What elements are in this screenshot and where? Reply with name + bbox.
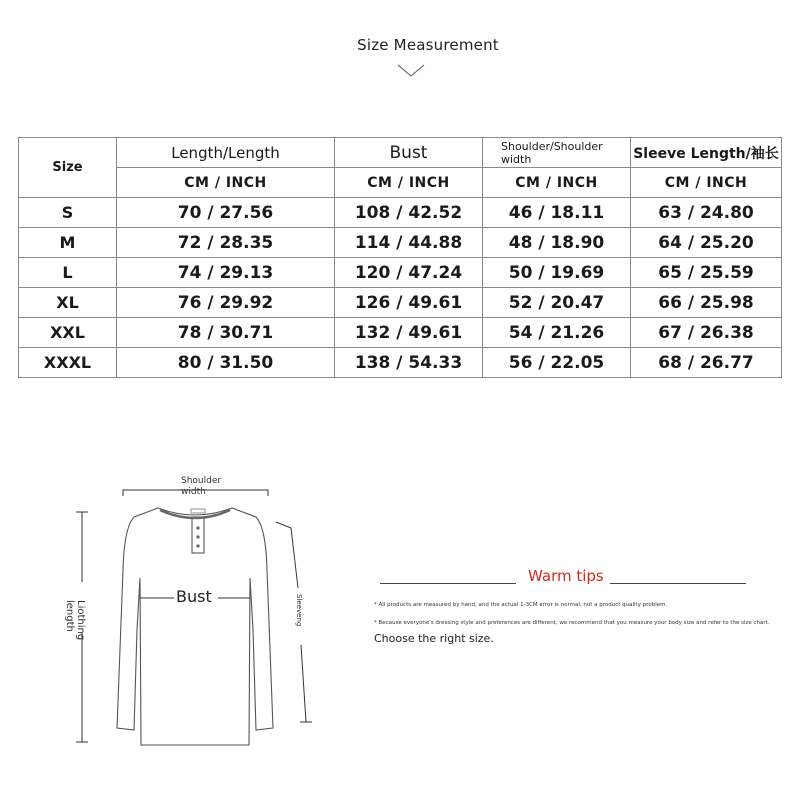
measurement-cell: 76 / 29.92	[117, 288, 335, 318]
size-table	[18, 137, 782, 378]
unit-label: CM / INCH	[117, 168, 335, 198]
size-cell: L	[19, 258, 117, 288]
measurement-cell: 50 / 19.69	[483, 258, 631, 288]
measurement-cell: 138 / 54.33	[335, 348, 483, 378]
size-cell: M	[19, 228, 117, 258]
measurement-cell: 132 / 49.61	[335, 318, 483, 348]
size-column-header: Size	[19, 138, 117, 198]
tips-header	[380, 564, 756, 586]
measurement-cell: 120 / 47.24	[335, 258, 483, 288]
measurement-cell: 67 / 26.38	[631, 318, 782, 348]
table-row	[19, 198, 782, 228]
measurement-cell: 114 / 44.88	[335, 228, 483, 258]
size-cell: XL	[19, 288, 117, 318]
tip-note: * All products are measured by hand, and the actual 1-3CM error is normal, not a product quality problem.	[374, 602, 668, 608]
table-row	[19, 348, 782, 378]
measurement-cell: 70 / 27.56	[117, 198, 335, 228]
measurement-cell: 52 / 20.47	[483, 288, 631, 318]
table-row	[19, 258, 782, 288]
measurement-cell: 74 / 29.13	[117, 258, 335, 288]
bust-label: Bust	[176, 587, 212, 606]
measurement-cell: 46 / 18.11	[483, 198, 631, 228]
page-title: Size Measurement	[357, 36, 499, 54]
measurement-cell: 63 / 24.80	[631, 198, 782, 228]
size-cell: XXXL	[19, 348, 117, 378]
measurement-cell: 72 / 28.35	[117, 228, 335, 258]
unit-label: CM / INCH	[483, 168, 631, 198]
measurement-cell: 56 / 22.05	[483, 348, 631, 378]
measurement-cell: 108 / 42.52	[335, 198, 483, 228]
chevron-down-icon	[397, 62, 425, 78]
tip-choose: Choose the right size.	[374, 632, 494, 645]
measurement-cell: 68 / 26.77	[631, 348, 782, 378]
bust-header: Bust	[335, 138, 483, 168]
length-header: Length/Length	[117, 138, 335, 168]
garment-diagram	[60, 470, 320, 760]
measurement-cell: 80 / 31.50	[117, 348, 335, 378]
unit-label: CM / INCH	[335, 168, 483, 198]
divider	[380, 583, 516, 584]
size-rows	[19, 198, 782, 378]
measurement-cell: 48 / 18.90	[483, 228, 631, 258]
shoulder-width-label: Shoulder width	[181, 476, 222, 497]
divider	[610, 583, 746, 584]
sleeve-label: Sleeveng	[295, 594, 303, 627]
size-cell: XXL	[19, 318, 117, 348]
shirt-outline-icon	[60, 470, 320, 760]
measurement-cell: 64 / 25.20	[631, 228, 782, 258]
measurement-cell: 65 / 25.59	[631, 258, 782, 288]
shoulder-header: Shoulder/Shoulder width	[483, 138, 631, 168]
measurement-cell: 78 / 30.71	[117, 318, 335, 348]
table-row	[19, 228, 782, 258]
measurement-cell: 54 / 21.26	[483, 318, 631, 348]
sleeve-header: Sleeve Length/袖长	[631, 138, 782, 168]
length-label: Liothing length	[64, 600, 86, 641]
tips-title: Warm tips	[528, 567, 604, 585]
measurement-cell: 66 / 25.98	[631, 288, 782, 318]
table-row	[19, 288, 782, 318]
table-row	[19, 318, 782, 348]
tip-note: * Because everyone's dressing style and preferences are different, we recommend that you measure your body size and refer to the size chart.	[374, 620, 770, 626]
unit-label: CM / INCH	[631, 168, 782, 198]
size-cell: S	[19, 198, 117, 228]
measurement-cell: 126 / 49.61	[335, 288, 483, 318]
